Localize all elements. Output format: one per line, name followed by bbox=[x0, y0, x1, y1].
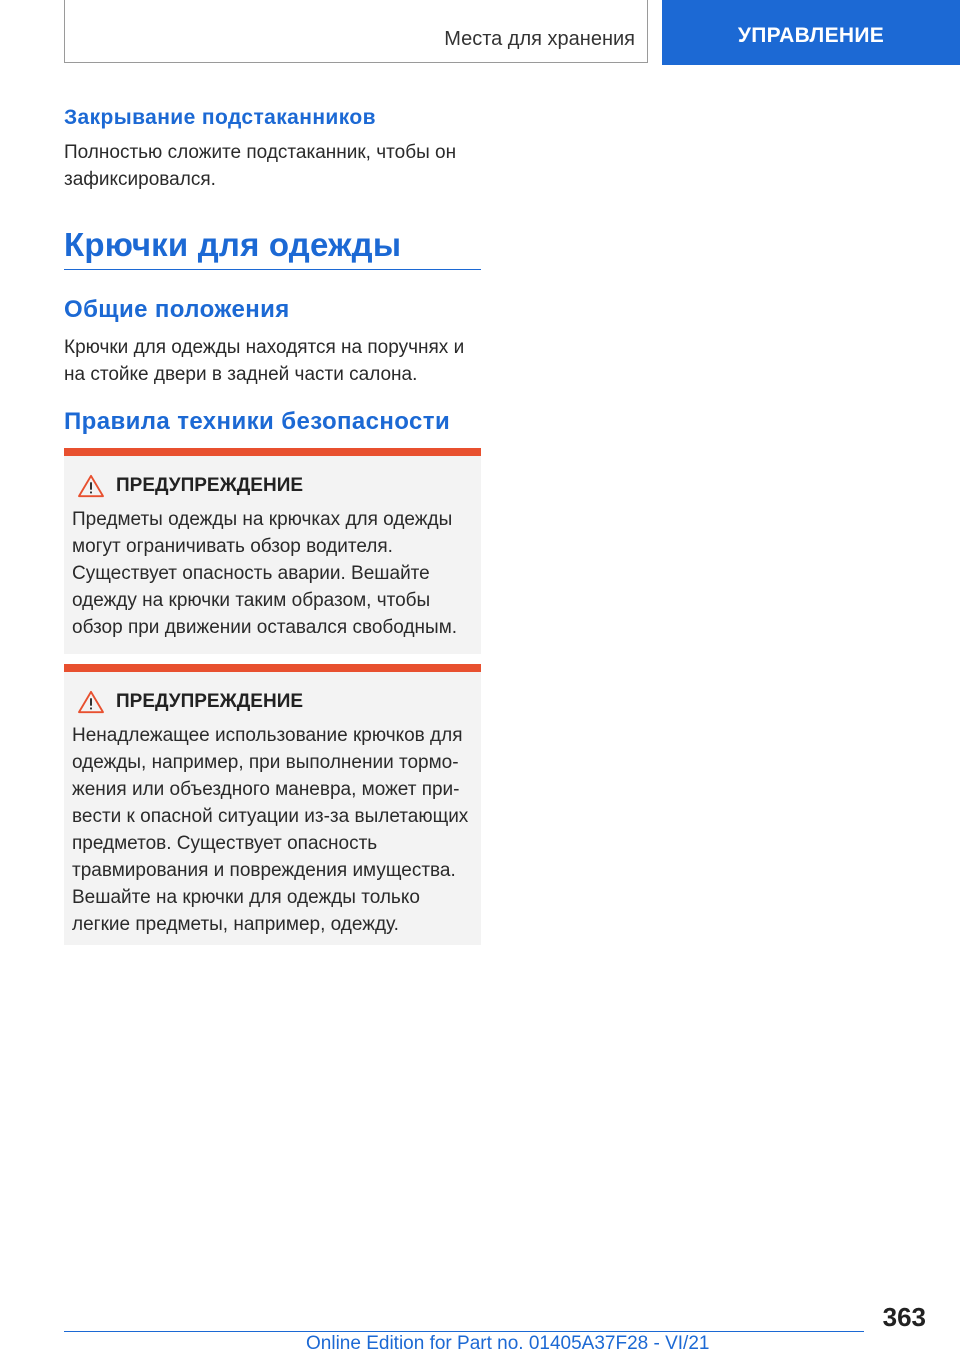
hooks-title: Крючки для одежды bbox=[64, 226, 402, 263]
footer-divider bbox=[64, 1331, 864, 1332]
chapter-title: УПРАВЛЕНИЕ bbox=[737, 23, 885, 47]
warning-triangle-icon bbox=[76, 474, 106, 498]
warning-header bbox=[72, 690, 473, 714]
title-divider bbox=[64, 269, 481, 270]
edition-link[interactable]: Online Edition for Part no. 01405A37F28 - VI/21 bbox=[306, 1333, 710, 1354]
cupholder-text: Полностью сложите подстаканник, чтобы он зафиксировался. bbox=[64, 142, 457, 190]
section-title: Места для хранения bbox=[444, 28, 635, 50]
warning-text: Ненадлежащее использование крючков для одежды, например, при выполнении торможения или объездного маневра, может привести к опасной ситуации из-за вылетающих предметов. Существует опасность травмирования и повреждения имущества. Вешайте на крючки для одежды только легкие предметы, например, одежду. bbox=[72, 725, 469, 935]
header-section-box bbox=[64, 0, 648, 63]
chapter-tab bbox=[662, 0, 960, 65]
warning-title: ПРЕДУПРЕЖДЕНИЕ bbox=[116, 475, 304, 496]
warning-triangle-icon bbox=[76, 690, 106, 714]
cupholder-heading: Закрывание подстаканников bbox=[64, 106, 376, 129]
page-number: 363 bbox=[882, 1302, 926, 1332]
warning-header bbox=[72, 474, 473, 498]
warning-title: ПРЕДУПРЕЖДЕНИЕ bbox=[116, 691, 304, 712]
warning-box-1 bbox=[64, 448, 481, 654]
safety-heading: Правила техники безопасности bbox=[64, 408, 451, 435]
warning-box-2 bbox=[64, 664, 481, 945]
general-heading: Общие положения bbox=[64, 296, 290, 323]
general-text: Крючки для одежды находятся на поручнях и на стойке двери в задней части салона. bbox=[64, 337, 465, 385]
warning-text: Предметы одежды на крючках для одежды могут ограничивать обзор водителя. Существует опасность аварии. Вешайте одежду на крючки таким образом, чтобы обзор при движении оставался свободным. bbox=[72, 509, 458, 638]
